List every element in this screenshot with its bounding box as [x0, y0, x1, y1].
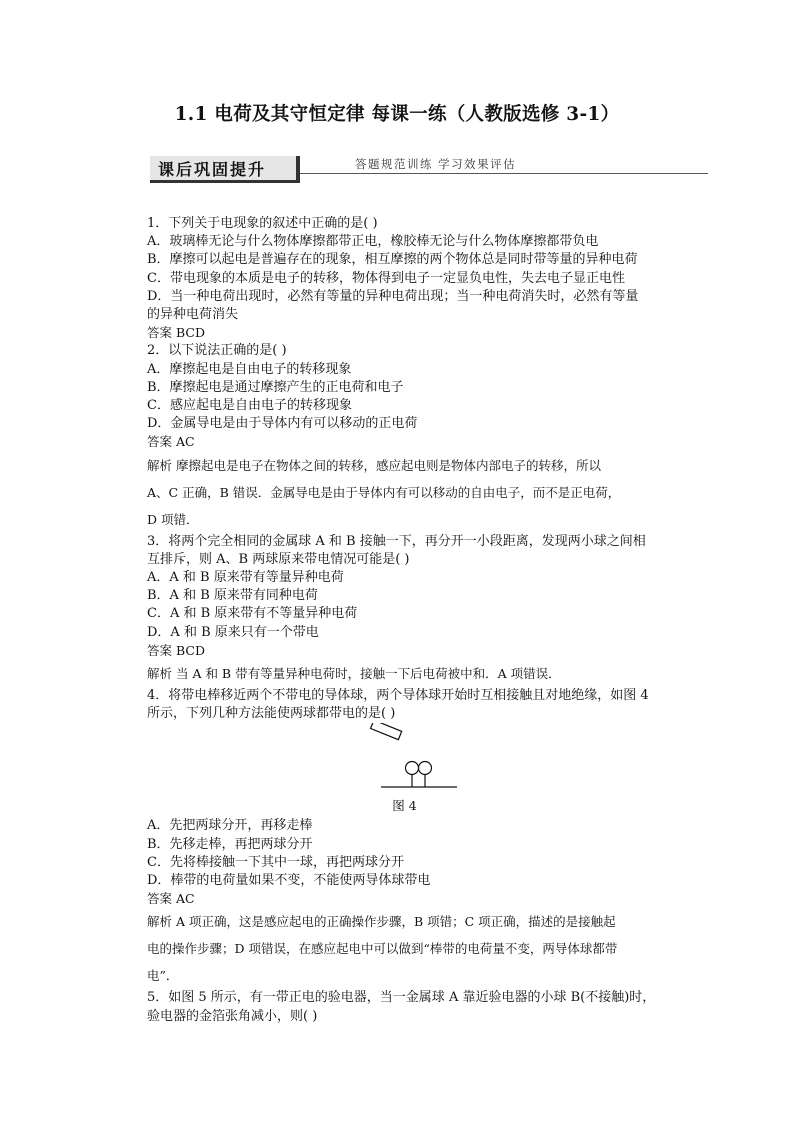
q2-analysis-line: D 项错．	[147, 511, 199, 527]
q4-analysis-line: 解析 A 项正确，这是感应起电的正确操作步骤，B 项错；C 项正确，描述的是接触起	[147, 914, 616, 930]
q2-answer: 答案 AC	[147, 434, 195, 450]
q1-option-d: D．当一种电荷出现时，必然有等量的异种电荷出现；当一种电荷消失时，必然有等量	[147, 288, 639, 304]
q2-option-d: D．金属导电是由于导体内有可以移动的正电荷	[147, 416, 418, 432]
banner-divider	[300, 173, 708, 174]
q1-stem: 1．下列关于电现象的叙述中正确的是( )	[147, 216, 378, 231]
charged-rod-and-spheres-diagram	[369, 723, 459, 795]
q5-stem-line: 验电器的金箔张角减小，则( )	[147, 1008, 318, 1024]
q3-answer: 答案 BCD	[147, 642, 205, 658]
q5-stem-line: 5．如图 5 所示，有一带正电的验电器，当一金属球 A 靠近验电器的小球 B(不接触)时，	[147, 990, 656, 1006]
q1-option-c: C．带电现象的本质是电子的转移，物体得到电子一定显负电性，失去电子显正电性	[147, 270, 625, 286]
q4-option-d: D．棒带的电荷量如果不变，不能使两导体球带电	[147, 873, 431, 889]
q1-answer: 答案 BCD	[147, 325, 205, 341]
q4-analysis-line: 电的操作步骤；D 项错误，在感应起电中可以做到“棒带的电荷量不变，两导体球都带	[147, 941, 618, 957]
banner-subtitle: 答题规范训练 学习效果评估	[355, 157, 517, 171]
q1-option-b: B．摩擦可以起电是普遍存在的现象，相互摩擦的两个物体总是同时带等量的异种电荷	[147, 252, 638, 268]
q4-stem-line: 4．将带电棒移近两个不带电的导体球，两个导体球开始时互相接触且对地绝缘，如图 4	[147, 688, 649, 704]
q3-option-d: D．A 和 B 原来只有一个带电	[147, 624, 319, 640]
q1-option-a: A．玻璃棒无论与什么物体摩擦都带正电，橡胶棒无论与什么物体摩擦都带负电	[147, 234, 599, 250]
figure-caption: 图 4	[392, 798, 417, 814]
q4-option-c: C．先将棒接触一下其中一球，再把两球分开	[147, 854, 404, 870]
q4-stem-line: 所示，下列几种方法能使两球都带电的是( )	[147, 706, 396, 722]
q3-analysis-line: 解析 当 A 和 B 带有等量异种电荷时，接触一下后电荷被中和．A 项错误．	[147, 666, 561, 682]
q2-option-c: C．感应起电是自由电子的转移现象	[147, 398, 352, 414]
q4-option-a: A．先把两球分开，再移走棒	[147, 818, 313, 834]
q2-analysis-line: A、C 正确，B 错误．金属导电是由于导体内有可以移动的自由电子，而不是正电荷，	[147, 484, 621, 500]
q2-option-a: A．摩擦起电是自由电子的转移现象	[147, 361, 352, 377]
page-title: 1.1 电荷及其守恒定律 每课一练（人教版选修 3-1）	[174, 104, 620, 125]
q2-option-b: B．摩擦起电是通过摩擦产生的正电荷和电子	[147, 379, 404, 395]
charged-rod	[371, 723, 402, 740]
q3-stem-line: 互排斥，则 A、B 两球原来带电情况可能是( )	[147, 551, 410, 567]
q3-option-c: C．A 和 B 原来带有不等量异种电荷	[147, 606, 358, 622]
q3-analysis	[147, 660, 662, 687]
q2-analysis	[147, 452, 662, 533]
q3-option-a: A．A 和 B 原来带有等量异种电荷	[147, 570, 344, 586]
q4-option-b: B．先移走棒，再把两球分开	[147, 836, 313, 852]
question-list	[147, 215, 662, 1026]
banner-label: 课后巩固提升	[158, 160, 267, 179]
q2-stem: 2．以下说法正确的是( )	[147, 343, 287, 359]
figure-4	[147, 723, 662, 817]
section-banner	[150, 156, 708, 182]
q4-answer: 答案 AC	[147, 891, 195, 907]
q1-option-d-cont: 的异种电荷消失	[147, 307, 239, 323]
q4-analysis-line: 电”．	[147, 968, 179, 984]
q2-analysis-line: 解析 摩擦起电是电子在物体之间的转移，感应起电则是物体内部电子的转移，所以	[147, 457, 601, 473]
conductor-spheres	[406, 762, 432, 788]
q4-analysis	[147, 908, 662, 989]
q3-stem-line: 3．将两个完全相同的金属球 A 和 B 接触一下，再分开一小段距离，发现两小球之间相	[147, 533, 646, 549]
banner-box	[150, 156, 300, 183]
q3-option-b: B．A 和 B 原来带有同种电荷	[147, 588, 318, 604]
